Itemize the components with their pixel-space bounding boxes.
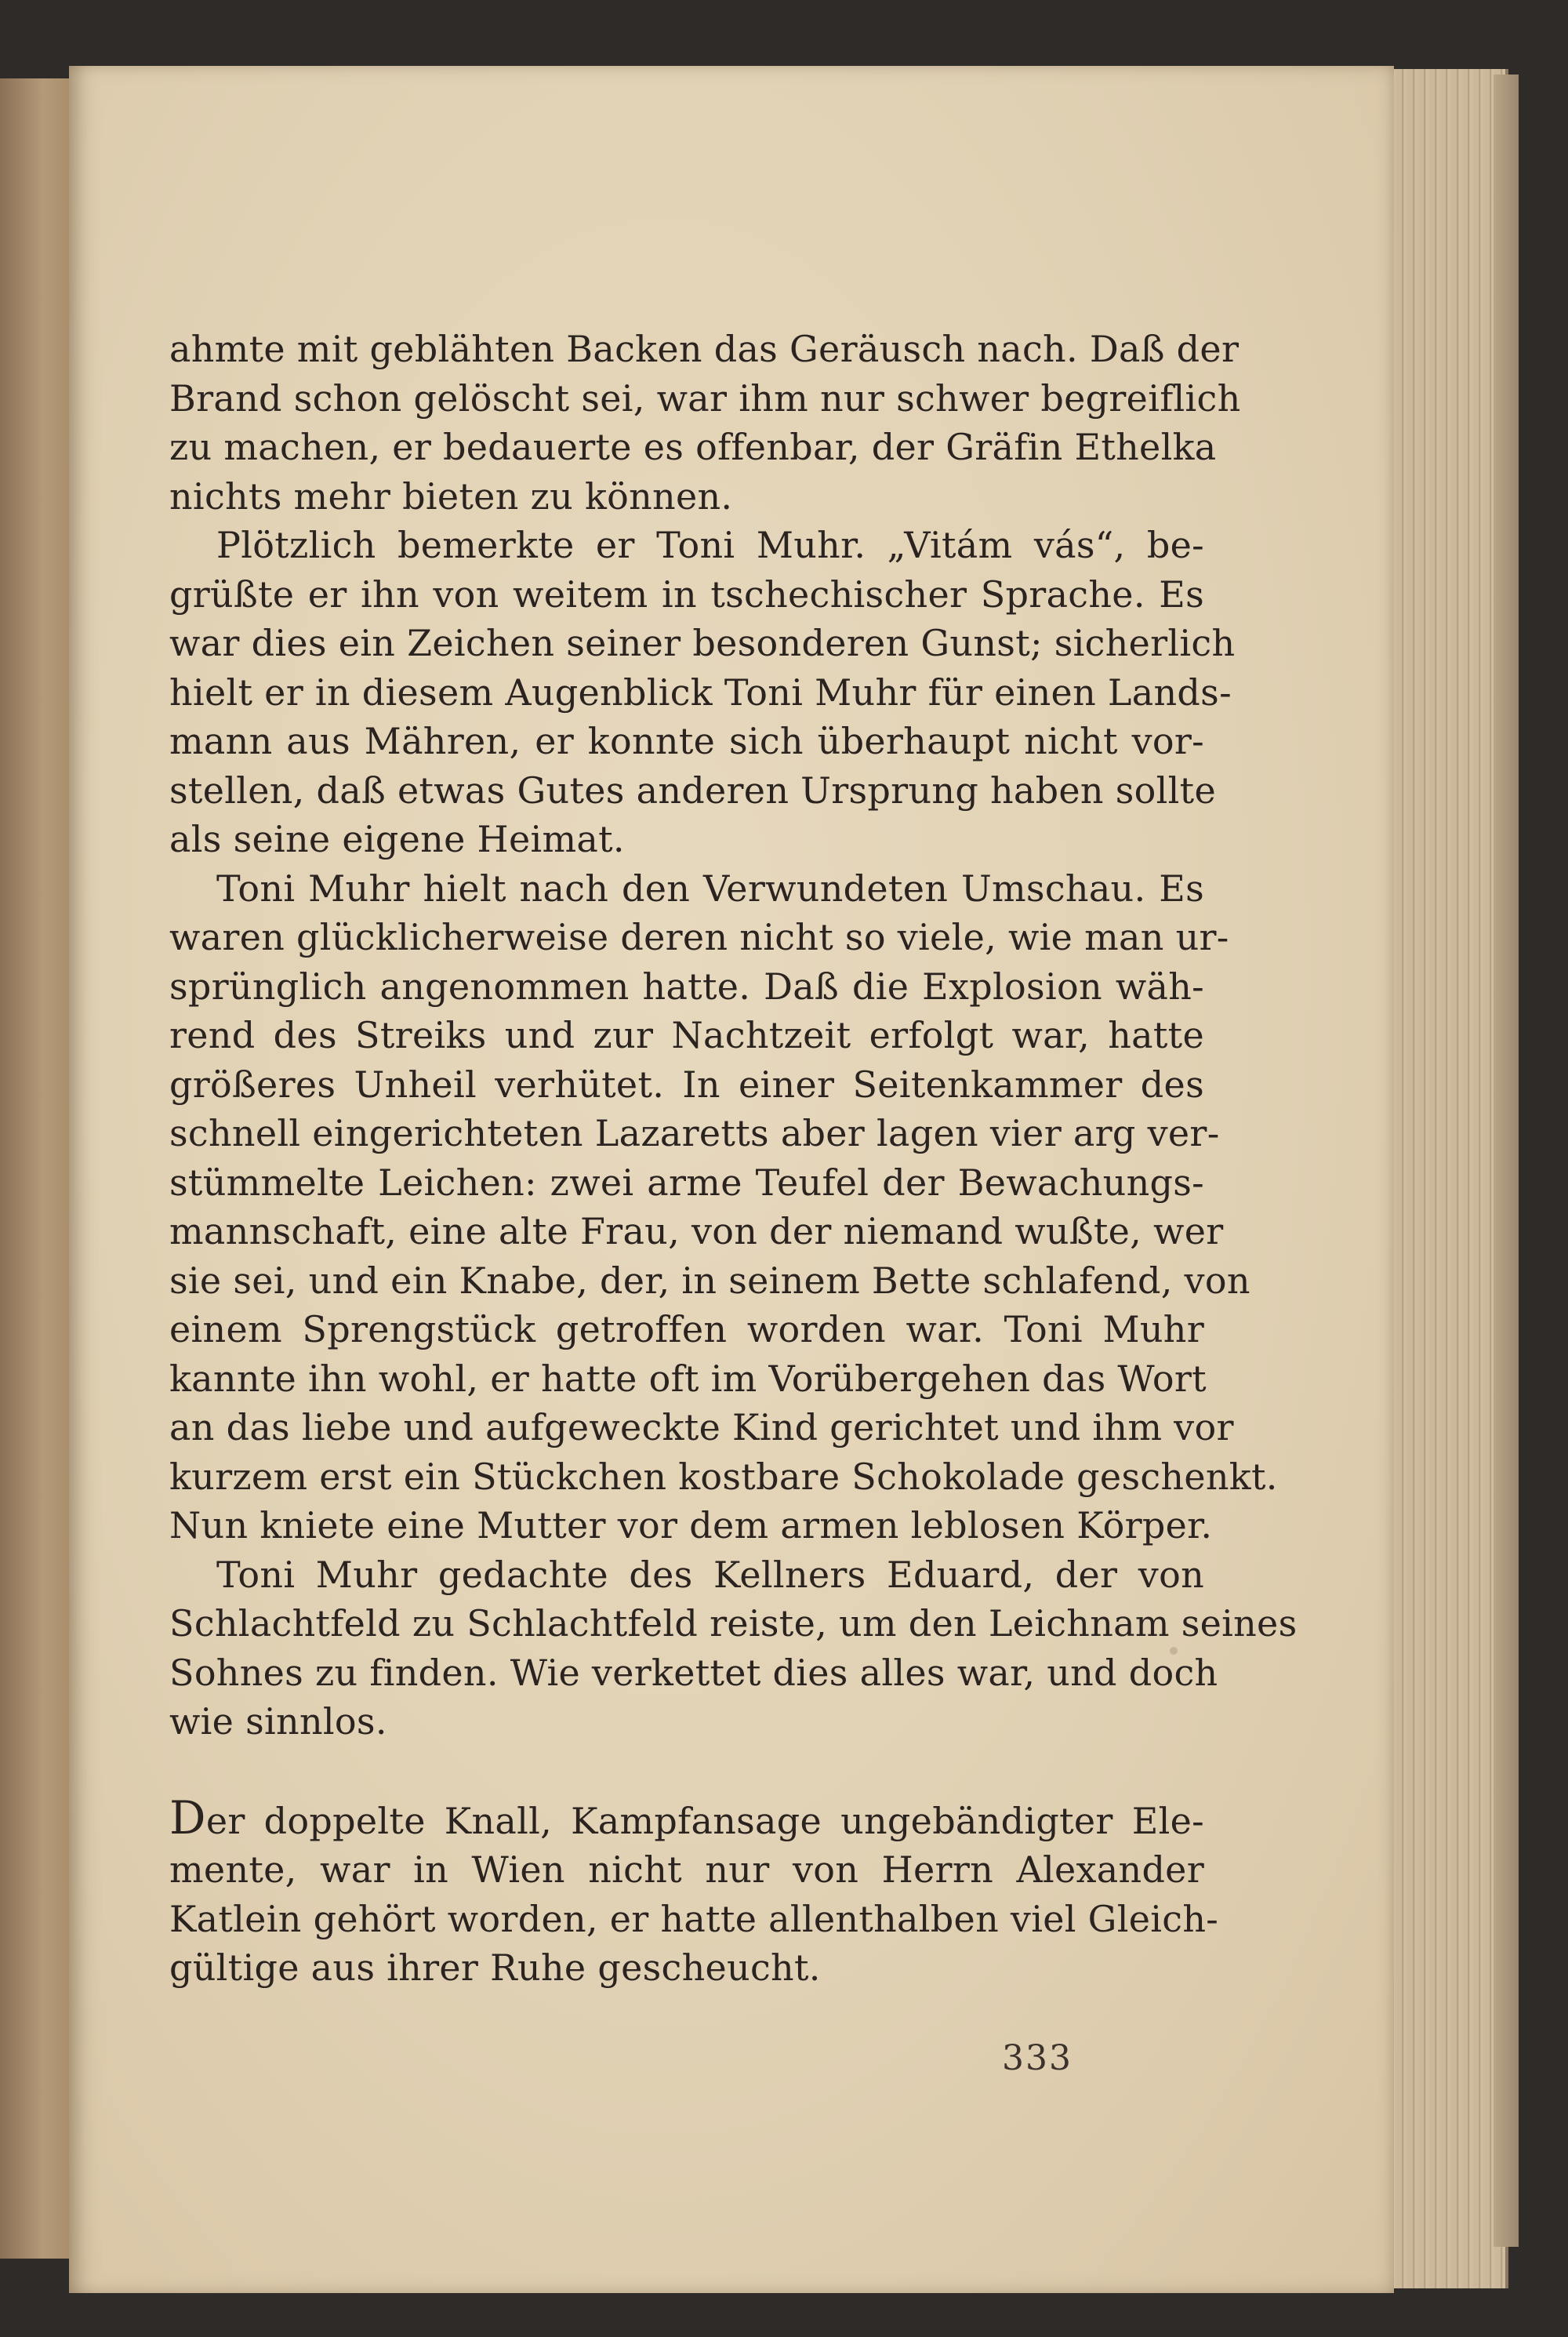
- text-line: als seine eigene Heimat.: [169, 818, 625, 860]
- text-line: größeres Unheil verhütet. In einer Seitenkammer des: [169, 1063, 1204, 1106]
- text-line: stümmelte Leichen: zwei arme Teufel der Bewachungs-: [169, 1161, 1204, 1204]
- text-line: Nun kniete eine Mutter vor dem armen leblosen Körper.: [169, 1504, 1213, 1546]
- text-line: Schlachtfeld zu Schlachtfeld reiste, um den Leichnam seines: [169, 1602, 1298, 1645]
- text-line: Sohnes zu finden. Wie verkettet dies alles war, und doch: [169, 1651, 1218, 1694]
- text-line: ahmte mit geblähten Backen das Geräusch nach. Daß der: [169, 328, 1240, 370]
- text-line: Toni Muhr gedachte des Kellners Eduard, der von: [216, 1553, 1204, 1596]
- text-line: rend des Streiks und zur Nachtzeit erfolgt war, hatte: [169, 1014, 1204, 1056]
- text-line: Brand schon gelöscht sei, war ihm nur schwer begreiflich: [169, 376, 1241, 420]
- section-break: [169, 1746, 1204, 1794]
- text-line: stellen, daß etwas Gutes anderen Ursprung haben sollte: [169, 769, 1216, 812]
- paragraph-2: [169, 521, 1236, 864]
- paragraph-1: [169, 325, 1241, 521]
- text-line: grüßte er ihn von weitem in tschechischer Sprache. Es: [169, 572, 1204, 616]
- text-line: einem Sprengstück getroffen worden war. Toni Muhr: [169, 1308, 1204, 1350]
- text-line: war dies ein Zeichen seiner besonderen Gunst; sicherlich: [169, 622, 1236, 664]
- text-line: Katlein gehört worden, er hatte allenthalben viel Gleich-: [169, 1897, 1219, 1940]
- text-line: Der doppelte Knall, Kampfansage ungebändigter Ele-: [169, 1790, 1204, 1845]
- paragraph-4: [169, 1550, 1298, 1746]
- left-facing-page-edge: [0, 78, 74, 2259]
- text-line: kannte ihn wohl, er hatte oft im Vorübergehen das Wort: [169, 1357, 1207, 1400]
- paper-stain: [1170, 1647, 1178, 1655]
- book-cover-edge: [1494, 75, 1519, 2247]
- page-number: 333: [1002, 2038, 1073, 2078]
- text-line: Plötzlich bemerkte er Toni Muhr. „Vitám vás“, be-: [216, 524, 1204, 566]
- text-line: schnell eingerichteten Lazaretts aber lagen vier arg ver-: [169, 1112, 1220, 1154]
- paragraph-5: [169, 1790, 1219, 1993]
- text-line: Toni Muhr hielt nach den Verwundeten Umschau. Es: [216, 867, 1204, 910]
- paragraph-3: [169, 864, 1278, 1550]
- text-line: an das liebe und aufgeweckte Kind gerichtet und ihm vor: [169, 1406, 1234, 1448]
- text-line: mannschaft, eine alte Frau, von der niemand wußte, wer: [169, 1210, 1224, 1252]
- text-line: wie sinnlos.: [169, 1700, 387, 1743]
- book-page: [69, 66, 1394, 2293]
- text-line: sie sei, und ein Knabe, der, in seinem Bette schlafend, von: [169, 1259, 1250, 1302]
- text-line: waren glücklicherweise deren nicht so viele, wie man ur-: [169, 916, 1229, 958]
- text-line: hielt er in diesem Augenblick Toni Muhr für einen Lands-: [169, 671, 1232, 714]
- text-line: gültige aus ihrer Ruhe gescheucht.: [169, 1946, 821, 1989]
- text-line: sprünglich angenommen hatte. Daß die Explosion wäh-: [169, 965, 1204, 1008]
- text-line: mann aus Mähren, er konnte sich überhaupt nicht vor-: [169, 720, 1204, 762]
- text-line: zu machen, er bedauerte es offenbar, der Gräfin Ethelka: [169, 426, 1217, 468]
- text-line: nichts mehr bieten zu können.: [169, 474, 733, 518]
- text-line: kurzem erst ein Stückchen kostbare Schokolade geschenkt.: [169, 1455, 1278, 1498]
- text-line: mente, war in Wien nicht nur von Herrn Alexander: [169, 1848, 1204, 1891]
- page-text: [169, 325, 1298, 1993]
